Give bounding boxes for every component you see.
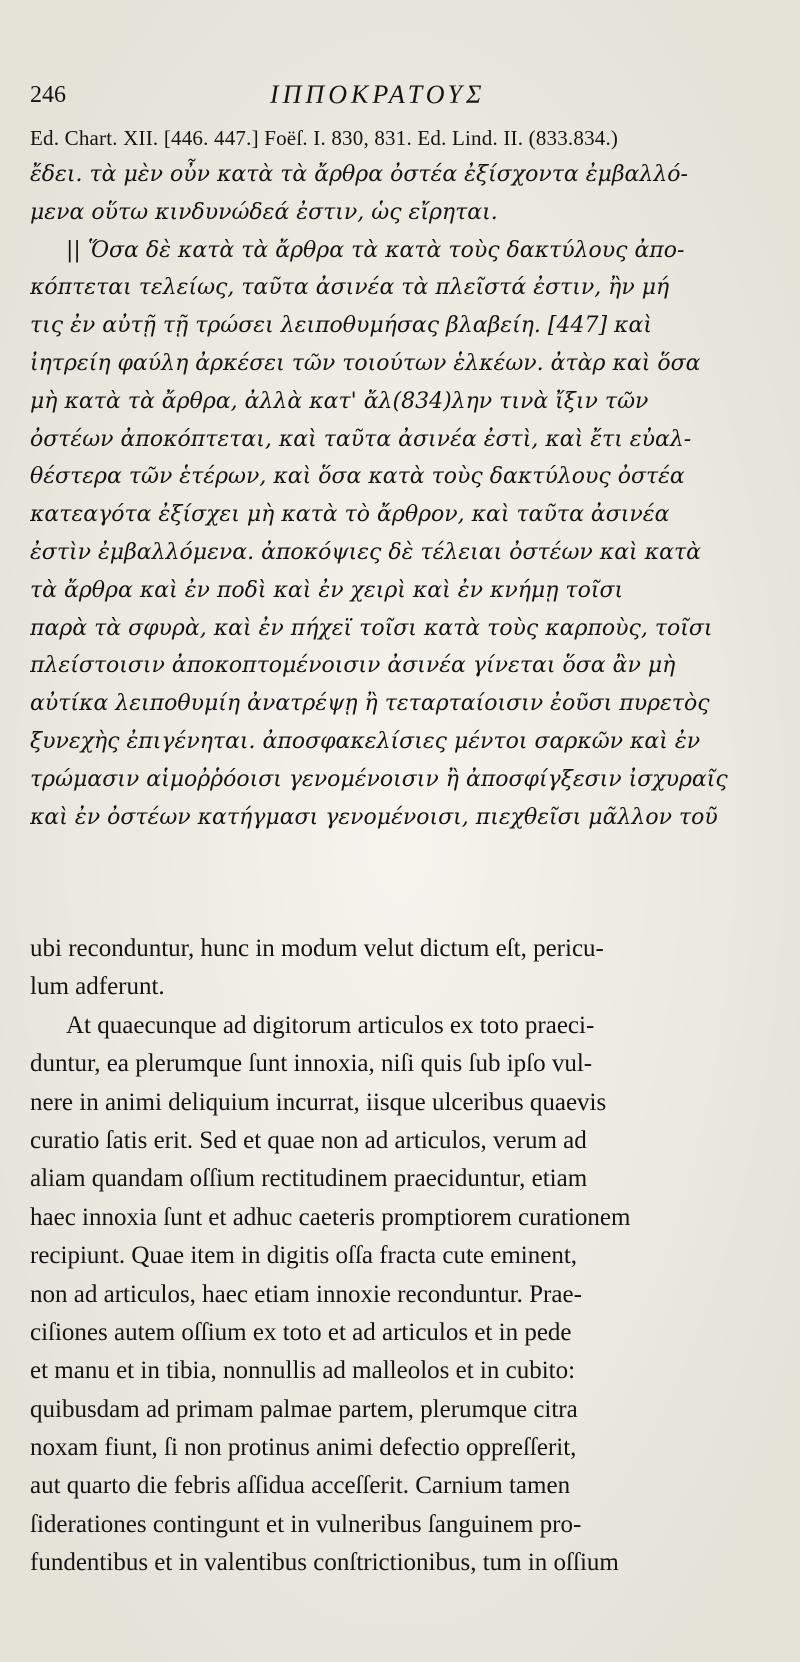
greek-line: μὴ κατὰ τὰ ἄρθρα, ἀλλὰ κατ' ἄλ(834)λην τινὰ ἴξιν τῶν (30, 388, 649, 414)
latin-line: aliam quandam oſſium rectitudinem praeciduntur, etiam (30, 1165, 588, 1193)
latin-line: ciſiones autem oſſium ex toto et ad articulos et in pede (30, 1318, 572, 1346)
greek-line: ἔδει. τὰ μὲν οὖν κατὰ τὰ ἄρθρα ὀστέα ἐξίσχοντα ἐμβαλλό- (30, 162, 688, 187)
greek-line: παρὰ τὰ σφυρὰ, καὶ ἐν πήχεϊ τοῖσι κατὰ τοὺς καρποὺς, τοῖσι (30, 615, 713, 641)
latin-line: et manu et in tibia, nonnullis ad malleolos et in cubito: (30, 1357, 576, 1385)
greek-text-block (30, 156, 770, 836)
latin-line: aut quarto die febris aſſidua acceſſerit. Carnium tamen (30, 1472, 571, 1500)
latin-line: non ad articulos, haec etiam innoxie reconduntur. Prae- (30, 1280, 582, 1308)
latin-line: recipiunt. Quae item in digitis oſſa fracta cute eminent, (30, 1242, 578, 1270)
latin-line: duntur, ea plerumque ſunt innoxia, niſi quis ſub ipſo vul- (30, 1050, 593, 1078)
latin-line: lum adferunt. (30, 973, 165, 1001)
greek-line: πλείστοισιν ἀποκοπτομένοισιν ἀσινέα γίνεται ὅσα ἂν μὴ (30, 653, 676, 679)
latin-line: quibusdam ad primam palmae partem, plerumque citra (30, 1395, 578, 1423)
greek-line: ἐστὶν ἐμβαλλόμενα. ἀποκόψιες δὲ τέλειαι ὀστέων καὶ κατὰ (30, 539, 701, 565)
latin-line: At quaecunque ad digitorum articulos ex toto praeci- (66, 1011, 595, 1039)
greek-line: ἰητρείη φαύλη ἀρκέσει τῶν τοιούτων ἑλκέων. ἀτὰρ καὶ ὅσα (30, 350, 701, 376)
latin-line: haec innoxia ſunt et adhuc caeteris promptiorem curationem (30, 1203, 631, 1231)
latin-line: ubi reconduntur, hunc in modum velut dictum eſt, pericu- (30, 935, 604, 962)
latin-line: fundentibus et in valentibus conſtrictionibus, tum in oſſium (30, 1549, 619, 1577)
greek-line: τὰ ἄρθρα καὶ ἐν ποδὶ καὶ ἐν χειρὶ καὶ ἐν κνήμῃ τοῖσι (30, 577, 624, 603)
latin-text-block (30, 930, 770, 1583)
running-title: ΙΠΠΟΚΡΑΤΟΥΣ (270, 80, 486, 109)
page-number: 246 (30, 82, 66, 108)
greek-line: καὶ ἐν ὀστέων κατήγμασι γενομένοισι, πιεχθεῖσι μᾶλλον τοῦ (30, 804, 718, 830)
latin-line: nere in animi deliquium incurrat, iisque ulceribus quaevis (30, 1088, 607, 1116)
greek-line: || Ὅσα δὲ κατὰ τὰ ἄρθρα τὰ κατὰ τοὺς δακτύλους ἀπο- (66, 237, 685, 263)
latin-line: noxam fiunt, ſi non protinus animi defectio oppreſſerit, (30, 1434, 577, 1462)
greek-line: τις ἐν αὐτῇ τῇ τρώσει λειποθυμήσας βλαβείη. [447] καὶ (30, 313, 652, 339)
page-header (30, 80, 770, 120)
greek-line: τρώμασιν αἱμοῤῥόοισι γενομένοισιν ἢ ἀποσφίγξεσιν ἰσχυραῖς (30, 766, 728, 792)
greek-line: κατεαγότα ἐξίσχει μὴ κατὰ τὸ ἄρθρον, καὶ ταῦτα ἀσινέα (30, 502, 670, 528)
edition-reference: Ed. Chart. XII. [446. 447.] Foëſ. I. 830, 831. Ed. Lind. II. (833.834.) (30, 126, 619, 150)
greek-line: κόπτεται τελείως, ταῦτα ἀσινέα τὰ πλεῖστά ἐστιν, ἢν μή (30, 275, 670, 301)
greek-line: θέστερα τῶν ἑτέρων, καὶ ὅσα κατὰ τοὺς δακτύλους ὀστέα (30, 464, 685, 490)
latin-line: ſiderationes contingunt et in vulneribus ſanguinem pro- (30, 1510, 582, 1538)
greek-line: ὀστέων ἀποκόπτεται, καὶ ταῦτα ἀσινέα ἐστὶ, καὶ ἔτι εὐαλ- (30, 426, 692, 452)
greek-line: αὐτίκα λειποθυμίη ἀνατρέψῃ ἢ τεταρταίοισιν ἐοῦσι πυρετὸς (30, 691, 710, 717)
greek-line: ξυνεχὴς ἐπιγένηται. ἀποσφακελίσιες μέντοι σαρκῶν καὶ ἐν (30, 728, 701, 754)
greek-line: μενα οὕτω κινδυνώδεά ἐστιν, ὡς εἴρηται. (30, 199, 498, 225)
latin-line: curatio ſatis erit. Sed et quae non ad articulos, verum ad (30, 1126, 587, 1154)
